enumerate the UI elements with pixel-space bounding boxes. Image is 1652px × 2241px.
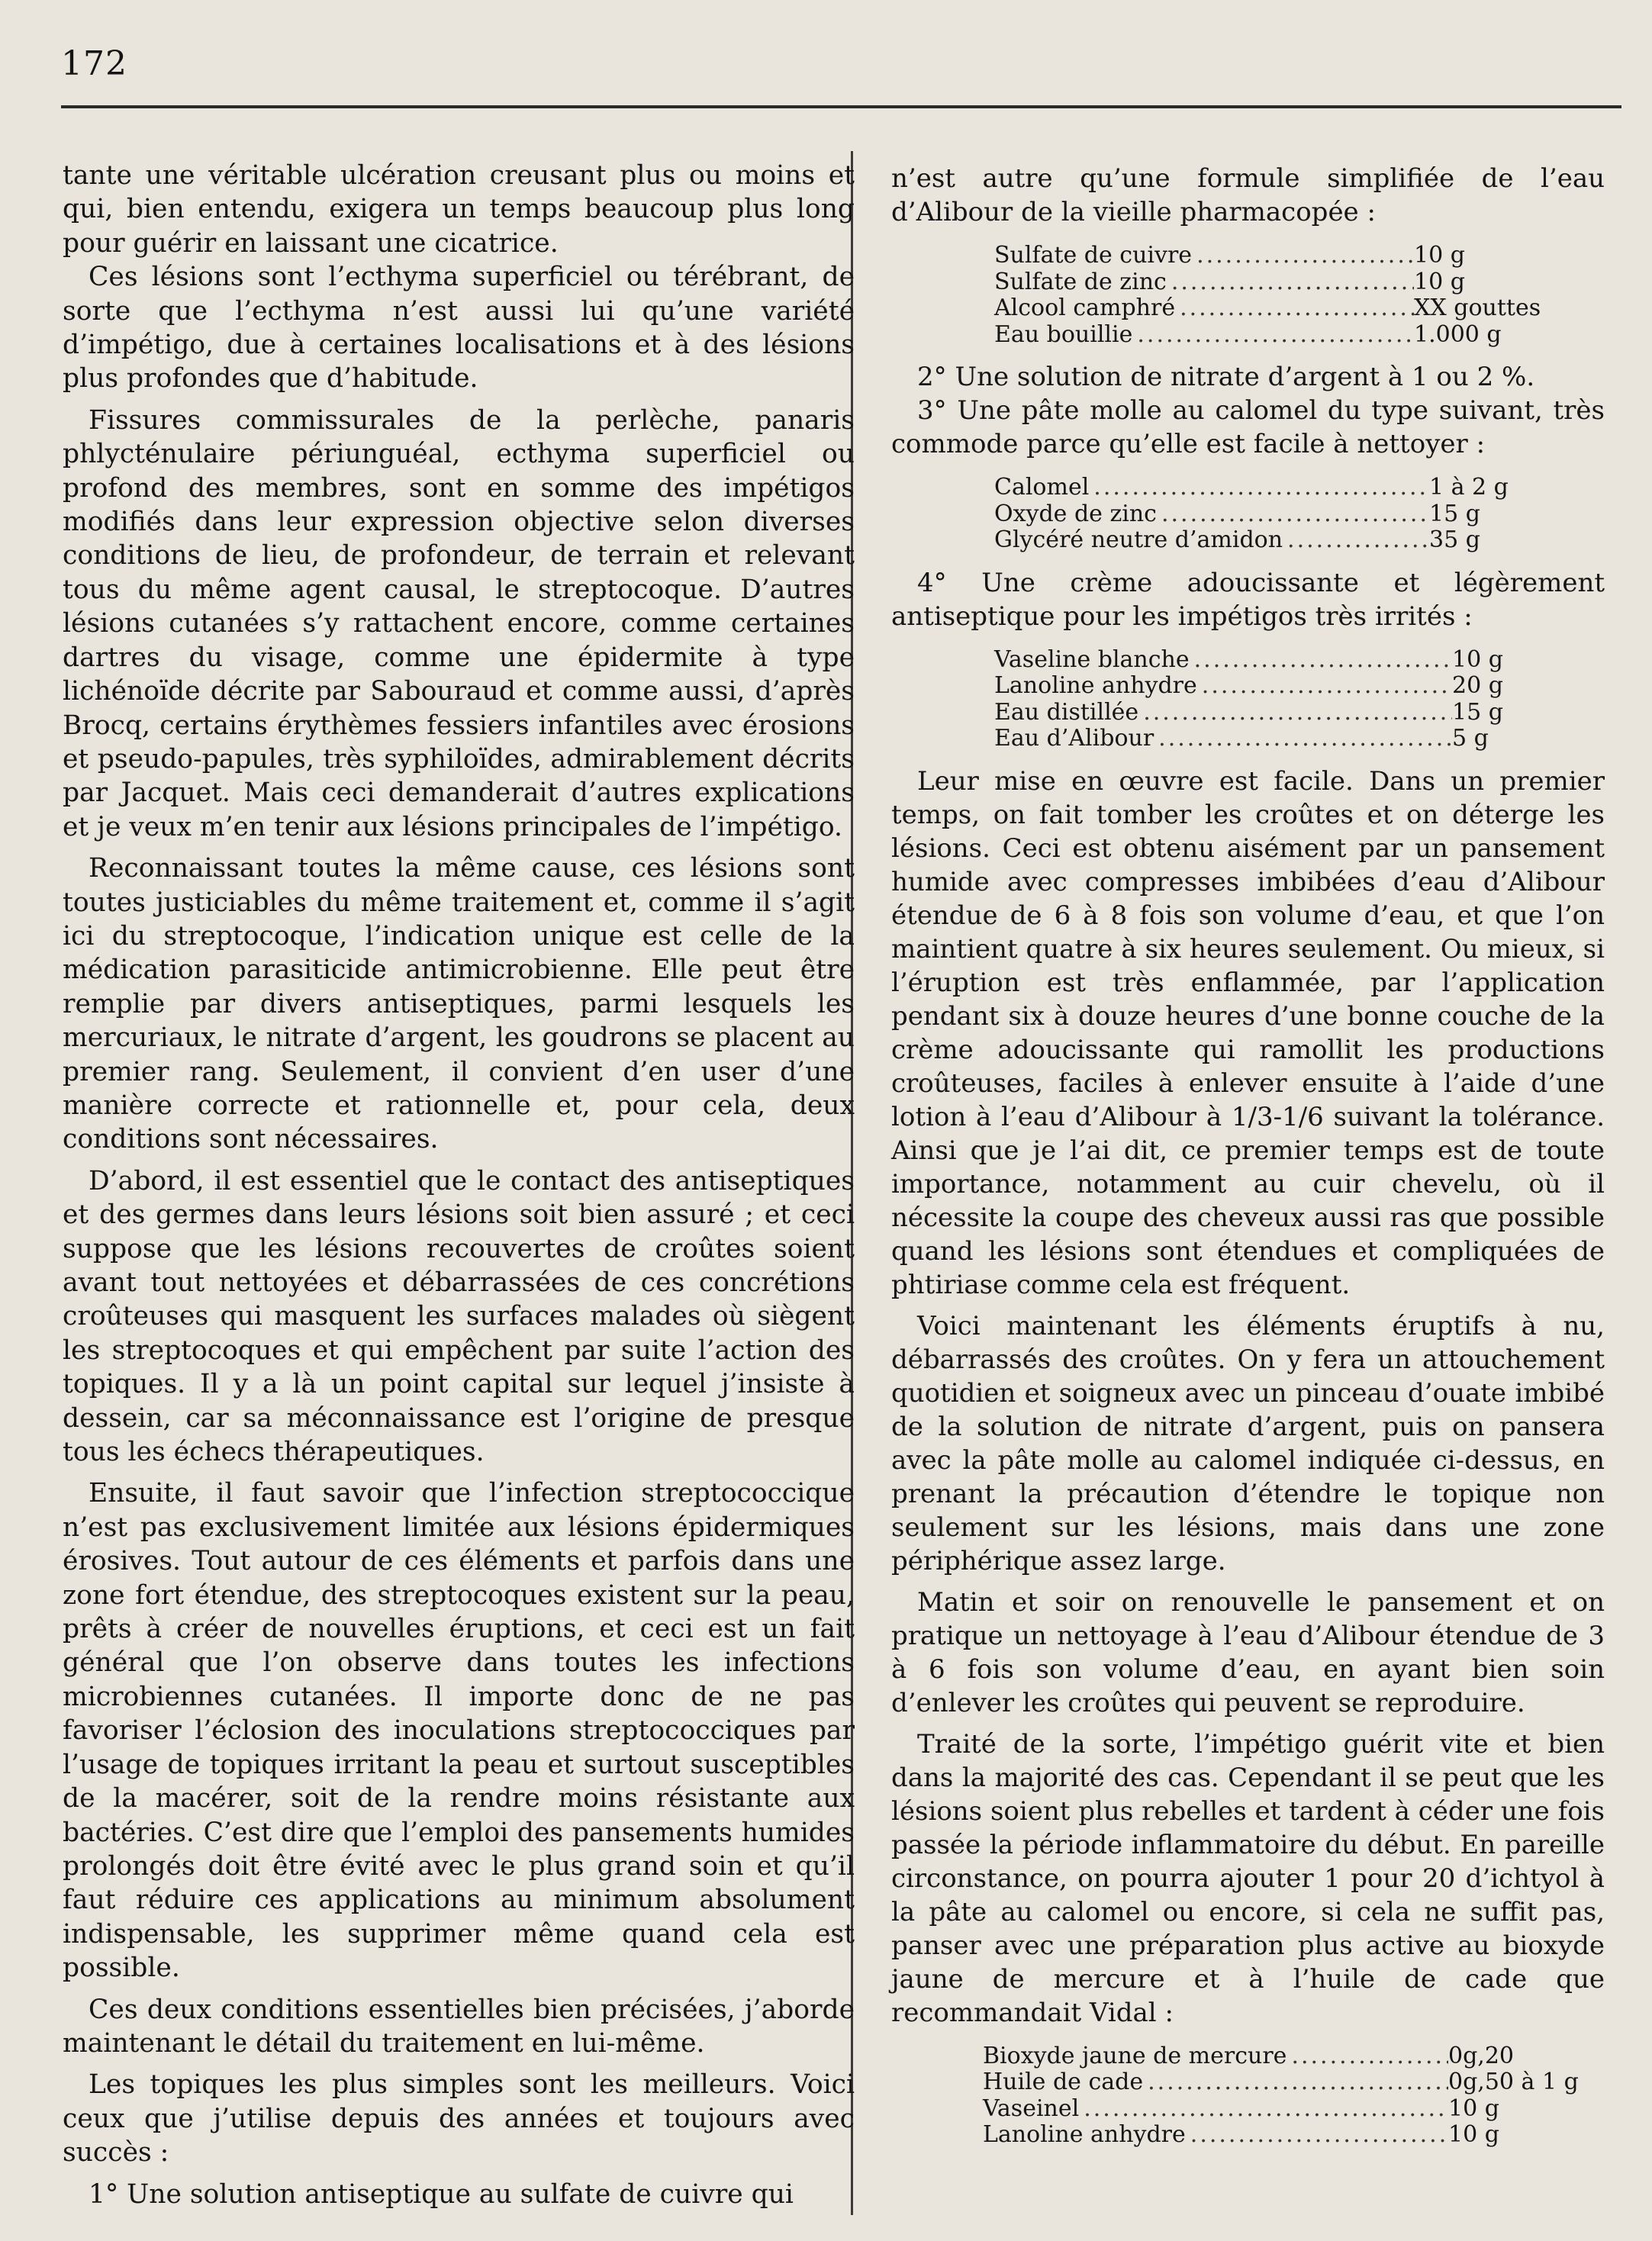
ingredient-quantity: 0g,20 — [1448, 2042, 1515, 2069]
ingredient-name: Oxyde de zinc — [994, 500, 1157, 527]
formula-line — [983, 2069, 1578, 2096]
paragraph: D’abord, il est essentiel que le contact des antiseptiques et des germes dans leurs lésions soit bien assuré ; et ceci suppose que les lésions recouvertes de croûtes soient avant tout nettoyées et débarrassées de ces concrétions croûteuses qui masquent les surfaces malades où siègent les streptocoques et qui empêchent par suite l’action des topiques. Il y a là un point capital sur lequel j’insiste à dessein, car sa méconnaissance est l’origine de presque tous les échecs thérapeutiques. — [63, 1165, 855, 1468]
formula-line — [994, 700, 1544, 726]
ingredient-quantity: 10 g — [1448, 2094, 1499, 2122]
formula-line — [994, 726, 1544, 752]
formula-bioxyde-mercure — [983, 2043, 1578, 2149]
formula-line — [994, 527, 1559, 554]
formula-line — [994, 322, 1544, 349]
ingredient-name: Lanoline anhydre — [983, 2121, 1186, 2148]
ingredient-name: Vaseline blanche — [994, 646, 1190, 673]
formula-eau-alibour — [994, 243, 1544, 348]
paragraph: 2° Une solution de nitrate d’argent à 1 ou 2 %. — [917, 362, 1535, 392]
dot-leader — [1175, 295, 1414, 322]
formula-line — [994, 673, 1544, 700]
formula-line — [994, 475, 1559, 501]
paragraph: 1° Une solution antiseptique au sulfate de cuivre qui — [89, 2178, 794, 2210]
ingredient-name: Lanoline anhydre — [994, 672, 1197, 699]
formula-creme-adoucissante — [994, 647, 1544, 752]
left-column — [63, 159, 855, 2211]
paragraph: Leur mise en œuvre est facile. Dans un premier temps, on fait tomber les croûtes et on déterge les lésions. Ceci est obtenu aisément par un pansement humide avec compresses imbibées d’eau d’Alibour étendue de 6 à 8 fois son volume d’eau, et que l’on maintient quatre à six heures seulement. Ou mieux, si l’éruption est très enflammée, par l’application pendant six à douze heures d’une bonne couche de la crème adoucissante qui ramollit les productions croûteuses, faciles à enlever ensuite à l’aide d’une lotion à l’eau d’Alibour à 1/3-1/6 suivant la tolérance. Ainsi que je l’ai dit, ce premier temps est de toute importance, notamment au cuir chevelu, où il nécessite la coupe des cheveux aussi ras que possible quand les lésions sont étendues et compliquées de phtiriase comme cela est fréquent. — [891, 765, 1605, 1300]
formula-line — [994, 295, 1544, 322]
ingredient-quantity: 20 g — [1452, 672, 1503, 699]
formula-line — [983, 2096, 1578, 2123]
ingredient-name: Calomel — [994, 474, 1090, 501]
ingredient-quantity: 0g,50 à 1 g — [1448, 2069, 1579, 2095]
paragraph: tante une véritable ulcération creusant plus ou moins et qui, bien entendu, exigera un temps beaucoup plus long pour guérir en laissant une cicatrice. — [63, 160, 855, 259]
ingredient-name: Eau d’Alibour — [994, 725, 1154, 752]
dot-leader — [1132, 322, 1414, 349]
ingredient-name: Eau bouillie — [994, 320, 1133, 348]
ingredient-quantity: 35 g — [1429, 526, 1480, 553]
formula-line — [994, 243, 1544, 269]
ingredient-quantity: 10 g — [1448, 2121, 1499, 2148]
dot-leader — [1197, 673, 1452, 700]
ingredient-name: Huile de cade — [983, 2069, 1144, 2095]
ingredient-quantity: 10 g — [1414, 242, 1465, 269]
formula-line — [983, 2122, 1578, 2149]
paragraph: Reconnaissant toutes la même cause, ces lésions sont toutes justiciables du même traitement et, comme il s’agit ici du streptocoque, l’indication unique est celle de la médication parasiticide antimicrobienne. Elle peut être remplie par divers antiseptiques, parmi lesquels les mercuriaux, le nitrate d’argent, les goudrons se placent au premier rang. Seulement, il convient d’en user d’une manière correcte et rationnelle et, pour cela, deux conditions sont nécessaires. — [63, 853, 855, 1155]
ingredient-quantity: 10 g — [1414, 268, 1465, 295]
ingredient-name: Vaseinel — [983, 2094, 1080, 2122]
paragraph: Ensuite, il faut savoir que l’infection streptococcique n’est pas exclusivement limitée aux lésions épidermiques érosives. Tout autour de ces éléments et parfois dans une zone fort étendue, des streptocoques existent sur la peau, prêts à créer de nouvelles éruptions, et ceci est un fait général que l’on observe dans toutes les infections microbiennes cutanées. Il importe donc de ne pas favoriser l’éclosion des inoculations streptococciques par l’usage de topiques irritant la peau et surtout susceptibles de la macérer, soit de la rendre moins résistante aux bactéries. C’est dire que l’emploi des pansements humides prolongés doit être évité avec le plus grand soin et qu’il faut réduire ces applications au minimum absolument indispensable, les supprimer même quand cela est possible. — [63, 1478, 855, 1984]
ingredient-name: Alcool camphré — [994, 295, 1176, 321]
formula-line — [994, 501, 1559, 528]
paragraph: Fissures commissurales de la perlèche, panaris phlycténulaire périunguéal, ecthyma superficiel ou profond des membres, sont en somme des impétigos modifiés dans leur expression objective selon diverses conditions de lieu, de profondeur, de terrain et relevant tous du même agent causal, le streptocoque. D’autres lésions cutanées s’y rattachent encore, comme certaines dartres du visage, comme une épidermite à type lichénoïde décrite par Sabouraud et comme aussi, d’après Brocq, certains érythèmes fessiers infantiles avec érosions et pseudo-papules, très syphiloïdes, admirablement décrits par Jacquet. Mais ceci demanderait d’autres explications et je veux m’en tenir aux lésions principales de l’impétigo. — [63, 404, 855, 842]
ingredient-quantity: XX gouttes — [1414, 295, 1541, 321]
header-rule — [61, 105, 1621, 108]
page-number: 172 — [61, 44, 127, 83]
formula-line — [994, 647, 1544, 674]
ingredient-quantity: 15 g — [1429, 500, 1480, 527]
dot-leader — [1157, 501, 1429, 528]
ingredient-quantity: 10 g — [1452, 646, 1503, 673]
ingredient-name: Bioxyde jaune de mercure — [983, 2042, 1287, 2069]
dot-leader — [1190, 647, 1452, 674]
dot-leader — [1138, 700, 1452, 726]
dot-leader — [1167, 269, 1414, 296]
paragraph: n’est autre qu’une formule simplifiée de l’eau d’Alibour de la vieille pharmacopée : — [891, 163, 1605, 227]
dot-leader — [1079, 2096, 1448, 2123]
dot-leader — [1186, 2122, 1448, 2149]
paragraph: Les topiques les plus simples sont les meilleurs. Voici ceux que j’utilise depuis des années et toujours avec succès : — [63, 2069, 855, 2169]
ingredient-name: Eau distillée — [994, 698, 1139, 726]
dot-leader — [1143, 2069, 1448, 2096]
formula-line — [994, 269, 1544, 296]
paragraph: Matin et soir on renouvelle le pansement et on pratique un nettoyage à l’eau d’Alibour étendue de 3 à 6 fois son volume d’eau, en ayant bien soin d’enlever les croûtes qui peuvent se reproduire. — [891, 1586, 1605, 1718]
paragraph: 4° Une crème adoucissante et légèrement antiseptique pour les impétigos très irrités : — [891, 567, 1605, 632]
paragraph: Ces deux conditions essentielles bien précisées, j’aborde maintenant le détail du traitement en lui-même. — [63, 1994, 855, 2059]
ingredient-quantity: 1.000 g — [1414, 320, 1502, 348]
ingredient-name: Sulfate de cuivre — [994, 242, 1193, 269]
dot-leader — [1089, 475, 1429, 501]
dot-leader — [1192, 243, 1414, 269]
dot-leader — [1286, 2043, 1448, 2070]
ingredient-quantity: 5 g — [1452, 725, 1489, 752]
paragraph: 3° Une pâte molle au calomel du type suivant, très commode parce qu’elle est facile à nettoyer : — [891, 395, 1605, 459]
paragraph: Ces lésions sont l’ecthyma superficiel ou térébrant, de sorte que l’ecthyma n’est aussi lui qu’une variété d’impétigo, due à certaines localisations et à des lésions plus profondes que d’habitude. — [63, 262, 855, 394]
ingredient-quantity: 1 à 2 g — [1429, 474, 1509, 501]
dot-leader — [1283, 527, 1429, 554]
dot-leader — [1154, 726, 1452, 752]
formula-pate-calomel — [994, 475, 1559, 554]
ingredient-quantity: 15 g — [1452, 698, 1503, 726]
formula-line — [983, 2043, 1578, 2070]
paragraph: Voici maintenant les éléments éruptifs à nu, débarrassés des croûtes. On y fera un attouchement quotidien et soigneux avec un pinceau d’ouate imbibé de la solution de nitrate d’argent, puis on pansera avec la pâte molle au calomel indiquée ci-dessus, en prenant la précaution d’étendre le topique non seulement sur les lésions, mais dans une zone périphérique assez large. — [891, 1310, 1605, 1576]
paragraph: Traité de la sorte, l’impétigo guérit vite et bien dans la majorité des cas. Cependant il se peut que les lésions soient plus rebelles et tardent à céder une fois passée la période inflammatoire du début. En pareille circonstance, on pourra ajouter 1 pour 20 d’ichtyol à la pâte au calomel ou encore, si cela ne suffit pas, panser avec une préparation plus active au bioxyde jaune de mercure et à l’huile de cade que recommandait Vidal : — [891, 1728, 1605, 2028]
ingredient-name: Sulfate de zinc — [994, 268, 1167, 295]
right-column — [891, 162, 1605, 2161]
ingredient-name: Glycéré neutre d’amidon — [994, 526, 1283, 553]
